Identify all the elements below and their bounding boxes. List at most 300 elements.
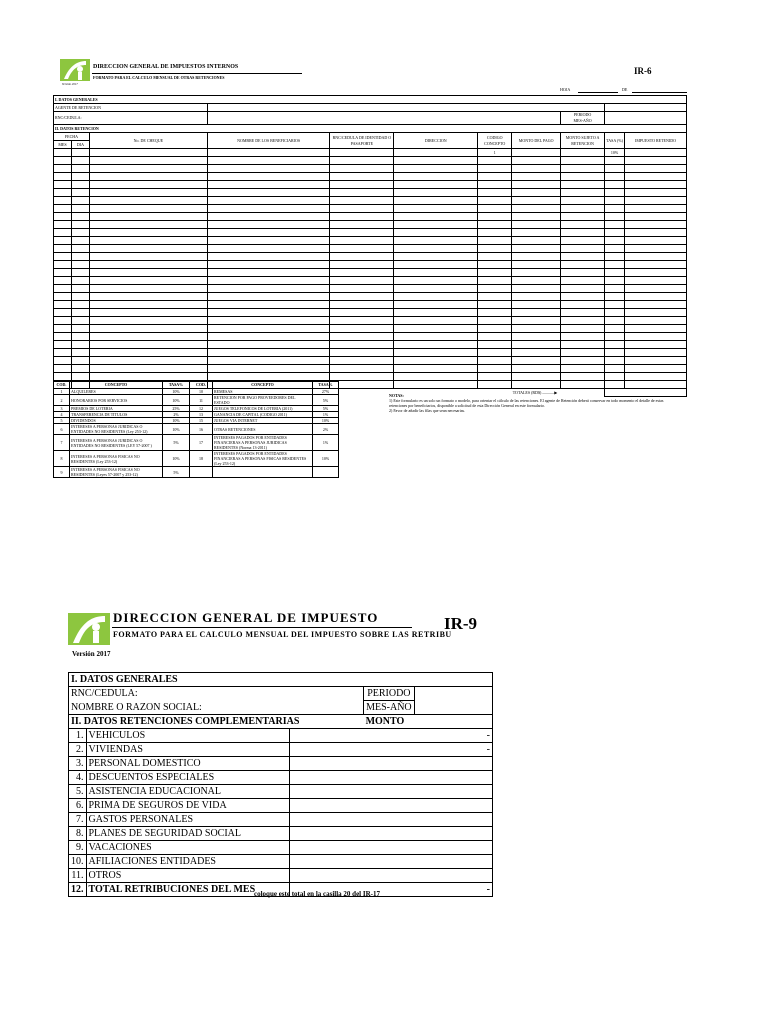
cell[interactable]	[330, 309, 394, 317]
cell[interactable]	[54, 277, 72, 285]
item-amount[interactable]	[290, 827, 493, 841]
cell[interactable]	[54, 301, 72, 309]
cell[interactable]	[54, 165, 72, 173]
cell[interactable]	[394, 189, 478, 197]
cell[interactable]	[512, 205, 561, 213]
cell[interactable]	[71, 221, 89, 229]
cell[interactable]	[394, 165, 478, 173]
cell[interactable]	[71, 269, 89, 277]
cell[interactable]	[207, 245, 330, 253]
cell[interactable]	[330, 277, 394, 285]
cell[interactable]	[330, 301, 394, 309]
cell[interactable]	[605, 349, 625, 357]
cell[interactable]	[625, 341, 687, 349]
cell[interactable]	[89, 157, 207, 165]
cell[interactable]	[54, 149, 72, 157]
cell[interactable]	[561, 341, 605, 349]
cell[interactable]	[478, 341, 512, 349]
cell[interactable]	[478, 317, 512, 325]
cell[interactable]	[71, 165, 89, 173]
cell[interactable]	[89, 205, 207, 213]
cell[interactable]	[54, 309, 72, 317]
cell[interactable]	[512, 325, 561, 333]
cell[interactable]	[561, 261, 605, 269]
cell[interactable]	[605, 333, 625, 341]
cell[interactable]	[330, 165, 394, 173]
cell[interactable]	[394, 341, 478, 349]
cell[interactable]	[605, 293, 625, 301]
cell[interactable]	[561, 237, 605, 245]
cell[interactable]	[207, 325, 330, 333]
cell[interactable]	[625, 381, 687, 389]
cell[interactable]	[512, 373, 561, 381]
cell[interactable]	[394, 261, 478, 269]
cell[interactable]	[605, 309, 625, 317]
cell[interactable]	[605, 357, 625, 365]
cell[interactable]	[54, 333, 72, 341]
cell[interactable]	[54, 197, 72, 205]
cell[interactable]	[512, 245, 561, 253]
cell[interactable]	[89, 277, 207, 285]
cell[interactable]	[207, 157, 330, 165]
cell[interactable]	[207, 205, 330, 213]
cell[interactable]	[394, 285, 478, 293]
cell[interactable]	[71, 373, 89, 381]
cell[interactable]	[478, 277, 512, 285]
cell[interactable]	[561, 349, 605, 357]
item-amount[interactable]	[290, 841, 493, 855]
cell[interactable]	[605, 197, 625, 205]
cell[interactable]	[89, 301, 207, 309]
cell[interactable]	[625, 285, 687, 293]
cell[interactable]	[394, 149, 478, 157]
cell[interactable]	[561, 317, 605, 325]
cell[interactable]	[512, 317, 561, 325]
cell[interactable]	[89, 245, 207, 253]
cell[interactable]	[605, 381, 625, 389]
cell[interactable]	[394, 269, 478, 277]
cell[interactable]	[54, 221, 72, 229]
cell[interactable]	[54, 365, 72, 373]
cell[interactable]	[512, 221, 561, 229]
cell[interactable]	[512, 349, 561, 357]
cell[interactable]	[512, 341, 561, 349]
cell[interactable]	[54, 341, 72, 349]
cell[interactable]	[512, 229, 561, 237]
cell[interactable]	[394, 181, 478, 189]
cell[interactable]	[605, 317, 625, 325]
cell[interactable]	[330, 181, 394, 189]
cell[interactable]	[512, 253, 561, 261]
cell[interactable]	[478, 181, 512, 189]
cell[interactable]	[625, 253, 687, 261]
cell[interactable]	[207, 261, 330, 269]
cell[interactable]	[89, 365, 207, 373]
cell[interactable]	[561, 181, 605, 189]
cell[interactable]	[478, 173, 512, 181]
cell[interactable]	[605, 205, 625, 213]
cell[interactable]	[625, 165, 687, 173]
cell[interactable]	[625, 157, 687, 165]
cell[interactable]	[330, 365, 394, 373]
cell[interactable]	[625, 261, 687, 269]
cell[interactable]	[89, 285, 207, 293]
cell[interactable]	[71, 173, 89, 181]
cell[interactable]	[394, 293, 478, 301]
cell[interactable]	[207, 189, 330, 197]
cell[interactable]	[54, 253, 72, 261]
cell[interactable]	[71, 205, 89, 213]
cell[interactable]	[394, 229, 478, 237]
cell[interactable]	[330, 317, 394, 325]
cell[interactable]	[207, 301, 330, 309]
cell[interactable]	[207, 285, 330, 293]
cell[interactable]	[71, 325, 89, 333]
cell[interactable]	[394, 277, 478, 285]
cell[interactable]	[478, 245, 512, 253]
cell[interactable]	[605, 229, 625, 237]
cell[interactable]	[71, 277, 89, 285]
cell[interactable]	[207, 197, 330, 205]
cell[interactable]	[605, 261, 625, 269]
cell[interactable]	[561, 285, 605, 293]
item-amount[interactable]	[290, 799, 493, 813]
cell[interactable]	[478, 309, 512, 317]
cell[interactable]	[89, 221, 207, 229]
cell[interactable]	[478, 285, 512, 293]
cell[interactable]	[207, 349, 330, 357]
cell[interactable]	[561, 373, 605, 381]
cell[interactable]	[512, 237, 561, 245]
cell[interactable]	[54, 285, 72, 293]
cell[interactable]	[625, 149, 687, 157]
cell[interactable]	[89, 261, 207, 269]
cell[interactable]	[71, 261, 89, 269]
cell[interactable]	[207, 341, 330, 349]
cell[interactable]	[330, 349, 394, 357]
cell[interactable]	[625, 317, 687, 325]
cell[interactable]	[625, 189, 687, 197]
cell[interactable]	[561, 213, 605, 221]
cell[interactable]	[207, 229, 330, 237]
item-amount[interactable]	[290, 869, 493, 883]
cell[interactable]	[71, 333, 89, 341]
cell[interactable]	[89, 173, 207, 181]
cell[interactable]	[478, 293, 512, 301]
cell[interactable]	[207, 269, 330, 277]
cell[interactable]	[512, 165, 561, 173]
cell[interactable]	[512, 173, 561, 181]
cell[interactable]	[625, 349, 687, 357]
cell[interactable]	[89, 237, 207, 245]
cell[interactable]	[330, 197, 394, 205]
cell[interactable]	[330, 157, 394, 165]
ir9-periodo-field[interactable]	[414, 687, 492, 715]
cell[interactable]	[625, 277, 687, 285]
cell[interactable]	[625, 173, 687, 181]
cell[interactable]	[330, 373, 394, 381]
cell[interactable]	[478, 373, 512, 381]
cell[interactable]	[330, 341, 394, 349]
cell[interactable]	[394, 237, 478, 245]
cell[interactable]	[330, 229, 394, 237]
cell[interactable]	[478, 261, 512, 269]
cell[interactable]	[394, 173, 478, 181]
cell[interactable]	[512, 285, 561, 293]
ir9-total-value[interactable]: -	[290, 883, 493, 897]
cell[interactable]	[625, 229, 687, 237]
cell[interactable]	[207, 373, 330, 381]
cell[interactable]	[605, 221, 625, 229]
cell[interactable]	[330, 237, 394, 245]
cell[interactable]	[478, 333, 512, 341]
cell[interactable]	[394, 373, 478, 381]
cell[interactable]	[71, 237, 89, 245]
cell[interactable]	[330, 189, 394, 197]
cell[interactable]	[561, 245, 605, 253]
cell[interactable]	[71, 229, 89, 237]
cell[interactable]	[478, 237, 512, 245]
cell[interactable]	[71, 245, 89, 253]
cell[interactable]	[394, 213, 478, 221]
cell[interactable]	[478, 221, 512, 229]
cell[interactable]	[605, 341, 625, 349]
cell[interactable]	[561, 149, 605, 157]
cell[interactable]	[512, 181, 561, 189]
cell[interactable]	[71, 301, 89, 309]
ir6-first-code[interactable]: 1	[478, 149, 512, 157]
cell[interactable]	[478, 189, 512, 197]
cell[interactable]	[625, 325, 687, 333]
cell[interactable]	[71, 349, 89, 357]
cell[interactable]	[625, 301, 687, 309]
cell[interactable]	[625, 333, 687, 341]
cell[interactable]	[561, 325, 605, 333]
cell[interactable]	[512, 277, 561, 285]
cell[interactable]	[561, 205, 605, 213]
cell[interactable]	[89, 293, 207, 301]
cell[interactable]	[512, 189, 561, 197]
cell[interactable]	[54, 293, 72, 301]
cell[interactable]	[561, 229, 605, 237]
cell[interactable]	[71, 181, 89, 189]
cell[interactable]	[207, 237, 330, 245]
cell[interactable]	[54, 181, 72, 189]
cell[interactable]	[605, 181, 625, 189]
cell[interactable]	[605, 365, 625, 373]
cell[interactable]	[478, 269, 512, 277]
cell[interactable]	[478, 229, 512, 237]
cell[interactable]	[207, 317, 330, 325]
cell[interactable]	[394, 205, 478, 213]
cell[interactable]	[330, 149, 394, 157]
cell[interactable]	[605, 165, 625, 173]
cell[interactable]	[394, 365, 478, 373]
cell[interactable]	[54, 173, 72, 181]
cell[interactable]	[625, 237, 687, 245]
cell[interactable]	[330, 269, 394, 277]
cell[interactable]	[330, 285, 394, 293]
item-amount[interactable]	[290, 757, 493, 771]
cell[interactable]	[54, 229, 72, 237]
cell[interactable]	[512, 213, 561, 221]
cell[interactable]	[89, 149, 207, 157]
cell[interactable]	[478, 357, 512, 365]
cell[interactable]	[478, 349, 512, 357]
cell[interactable]	[478, 213, 512, 221]
cell[interactable]	[54, 349, 72, 357]
cell[interactable]	[89, 349, 207, 357]
cell[interactable]	[394, 333, 478, 341]
cell[interactable]	[207, 293, 330, 301]
cell[interactable]	[605, 373, 625, 381]
cell[interactable]	[625, 181, 687, 189]
cell[interactable]	[89, 373, 207, 381]
cell[interactable]	[561, 269, 605, 277]
cell[interactable]	[512, 301, 561, 309]
cell[interactable]	[54, 357, 72, 365]
cell[interactable]	[394, 301, 478, 309]
cell[interactable]	[605, 173, 625, 181]
cell[interactable]	[89, 189, 207, 197]
cell[interactable]	[54, 245, 72, 253]
cell[interactable]	[605, 253, 625, 261]
cell[interactable]	[605, 285, 625, 293]
cell[interactable]	[561, 197, 605, 205]
cell[interactable]	[561, 253, 605, 261]
cell[interactable]	[89, 333, 207, 341]
cell[interactable]	[561, 165, 605, 173]
cell[interactable]	[478, 157, 512, 165]
cell[interactable]	[394, 381, 478, 389]
cell[interactable]	[512, 149, 561, 157]
item-amount[interactable]: -	[290, 743, 493, 757]
cell[interactable]	[71, 189, 89, 197]
cell[interactable]	[478, 253, 512, 261]
cell[interactable]	[71, 197, 89, 205]
cell[interactable]	[207, 309, 330, 317]
cell[interactable]	[54, 189, 72, 197]
cell[interactable]	[71, 309, 89, 317]
cell[interactable]	[54, 261, 72, 269]
cell[interactable]	[89, 229, 207, 237]
cell[interactable]	[561, 221, 605, 229]
cell[interactable]	[330, 261, 394, 269]
cell[interactable]	[330, 221, 394, 229]
cell[interactable]	[561, 381, 605, 389]
cell[interactable]	[330, 357, 394, 365]
ir6-first-rate[interactable]: 10%	[605, 149, 625, 157]
cell[interactable]	[89, 357, 207, 365]
cell[interactable]	[512, 365, 561, 373]
cell[interactable]	[394, 245, 478, 253]
cell[interactable]	[561, 293, 605, 301]
cell[interactable]	[54, 205, 72, 213]
cell[interactable]	[330, 245, 394, 253]
cell[interactable]	[54, 237, 72, 245]
cell[interactable]	[71, 213, 89, 221]
cell[interactable]	[625, 197, 687, 205]
cell[interactable]	[71, 293, 89, 301]
cell[interactable]	[54, 157, 72, 165]
cell[interactable]	[71, 341, 89, 349]
cell[interactable]	[561, 365, 605, 373]
cell[interactable]	[89, 325, 207, 333]
cell[interactable]	[89, 197, 207, 205]
cell[interactable]	[625, 365, 687, 373]
cell[interactable]	[561, 301, 605, 309]
ir6-periodo-field[interactable]	[605, 112, 687, 125]
cell[interactable]	[605, 157, 625, 165]
cell[interactable]	[207, 173, 330, 181]
cell[interactable]	[207, 365, 330, 373]
item-amount[interactable]	[290, 855, 493, 869]
cell[interactable]	[71, 357, 89, 365]
cell[interactable]	[394, 253, 478, 261]
cell[interactable]	[478, 301, 512, 309]
item-amount[interactable]	[290, 771, 493, 785]
cell[interactable]	[625, 245, 687, 253]
cell[interactable]	[478, 165, 512, 173]
cell[interactable]	[330, 173, 394, 181]
cell[interactable]	[512, 381, 561, 389]
cell[interactable]	[394, 357, 478, 365]
cell[interactable]	[605, 189, 625, 197]
cell[interactable]	[89, 341, 207, 349]
cell[interactable]	[71, 285, 89, 293]
cell[interactable]	[625, 213, 687, 221]
cell[interactable]	[71, 149, 89, 157]
cell[interactable]	[54, 373, 72, 381]
cell[interactable]	[478, 325, 512, 333]
cell[interactable]	[512, 293, 561, 301]
cell[interactable]	[625, 357, 687, 365]
cell[interactable]	[207, 149, 330, 157]
cell[interactable]	[561, 357, 605, 365]
cell[interactable]	[330, 205, 394, 213]
cell[interactable]	[394, 157, 478, 165]
cell[interactable]	[207, 357, 330, 365]
cell[interactable]	[330, 333, 394, 341]
cell[interactable]	[512, 333, 561, 341]
cell[interactable]	[207, 277, 330, 285]
cell[interactable]	[561, 189, 605, 197]
cell[interactable]	[207, 181, 330, 189]
cell[interactable]	[625, 293, 687, 301]
cell[interactable]	[330, 253, 394, 261]
cell[interactable]	[394, 309, 478, 317]
cell[interactable]	[605, 237, 625, 245]
cell[interactable]	[512, 357, 561, 365]
cell[interactable]	[478, 197, 512, 205]
cell[interactable]	[89, 269, 207, 277]
cell[interactable]	[89, 165, 207, 173]
cell[interactable]	[330, 293, 394, 301]
cell[interactable]	[605, 213, 625, 221]
cell[interactable]	[54, 325, 72, 333]
cell[interactable]	[54, 317, 72, 325]
cell[interactable]	[512, 261, 561, 269]
item-amount[interactable]	[290, 785, 493, 799]
cell[interactable]	[605, 277, 625, 285]
cell[interactable]	[330, 381, 394, 389]
cell[interactable]	[605, 325, 625, 333]
cell[interactable]	[54, 269, 72, 277]
cell[interactable]	[89, 317, 207, 325]
cell[interactable]	[605, 245, 625, 253]
item-amount[interactable]	[290, 813, 493, 827]
cell[interactable]	[207, 333, 330, 341]
